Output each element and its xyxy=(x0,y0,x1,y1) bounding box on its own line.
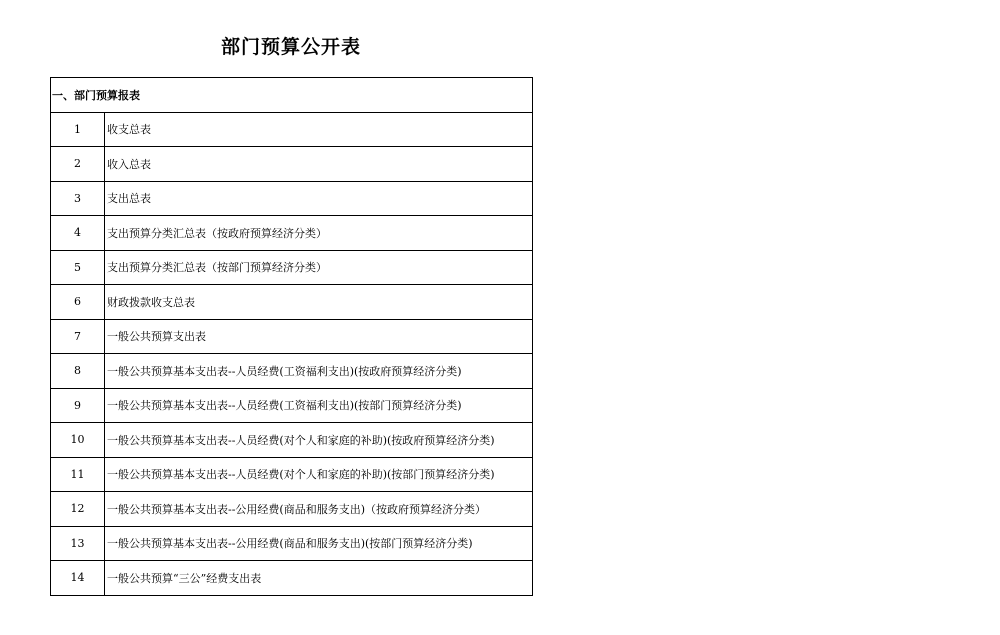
report-name[interactable]: 收支总表 xyxy=(105,112,533,147)
page-title: 部门预算公开表 xyxy=(220,36,361,58)
row-number: 11 xyxy=(51,457,105,492)
report-name[interactable]: 支出预算分类汇总表（按政府预算经济分类） xyxy=(105,216,533,251)
row-number: 12 xyxy=(51,492,105,527)
report-name[interactable]: 支出总表 xyxy=(105,181,533,216)
row-number: 5 xyxy=(51,250,105,285)
row-number: 7 xyxy=(51,319,105,354)
table-row[interactable] xyxy=(51,216,533,251)
row-number: 13 xyxy=(51,526,105,561)
section-header-row xyxy=(51,78,533,113)
table-row[interactable] xyxy=(51,492,533,527)
row-number: 3 xyxy=(51,181,105,216)
table-row[interactable] xyxy=(51,354,533,389)
report-name[interactable]: 支出预算分类汇总表（按部门预算经济分类） xyxy=(105,250,533,285)
report-name[interactable]: 一般公共预算基本支出表--人员经费(工资福利支出)(按部门预算经济分类) xyxy=(105,388,533,423)
report-name[interactable]: 一般公共预算基本支出表--人员经费(工资福利支出)(按政府预算经济分类) xyxy=(105,354,533,389)
row-number: 14 xyxy=(51,561,105,596)
row-number: 1 xyxy=(51,112,105,147)
table-row[interactable] xyxy=(51,112,533,147)
section-heading: 一、部门预算报表 xyxy=(51,78,533,113)
row-number: 9 xyxy=(51,388,105,423)
budget-report-table xyxy=(50,77,533,596)
table-row[interactable] xyxy=(51,319,533,354)
row-number: 10 xyxy=(51,423,105,458)
row-number: 6 xyxy=(51,285,105,320)
report-name[interactable]: 一般公共预算基本支出表--人员经费(对个人和家庭的补助)(按政府预算经济分类) xyxy=(105,423,533,458)
table-row[interactable] xyxy=(51,388,533,423)
report-name[interactable]: 一般公共预算基本支出表--公用经费(商品和服务支出)(按部门预算经济分类) xyxy=(105,526,533,561)
table-row[interactable] xyxy=(51,285,533,320)
row-number: 2 xyxy=(51,147,105,182)
report-name[interactable]: 一般公共预算“三公”经费支出表 xyxy=(105,561,533,596)
report-name[interactable]: 一般公共预算基本支出表--人员经费(对个人和家庭的补助)(按部门预算经济分类) xyxy=(105,457,533,492)
table-row[interactable] xyxy=(51,147,533,182)
table-row[interactable] xyxy=(51,423,533,458)
table-row[interactable] xyxy=(51,526,533,561)
table-row[interactable] xyxy=(51,561,533,596)
row-number: 8 xyxy=(51,354,105,389)
report-name[interactable]: 一般公共预算基本支出表--公用经费(商品和服务支出)（按政府预算经济分类） xyxy=(105,492,533,527)
table-row[interactable] xyxy=(51,250,533,285)
report-name[interactable]: 一般公共预算支出表 xyxy=(105,319,533,354)
table-row[interactable] xyxy=(51,181,533,216)
row-number: 4 xyxy=(51,216,105,251)
table-row[interactable] xyxy=(51,457,533,492)
report-name[interactable]: 财政拨款收支总表 xyxy=(105,285,533,320)
report-name[interactable]: 收入总表 xyxy=(105,147,533,182)
